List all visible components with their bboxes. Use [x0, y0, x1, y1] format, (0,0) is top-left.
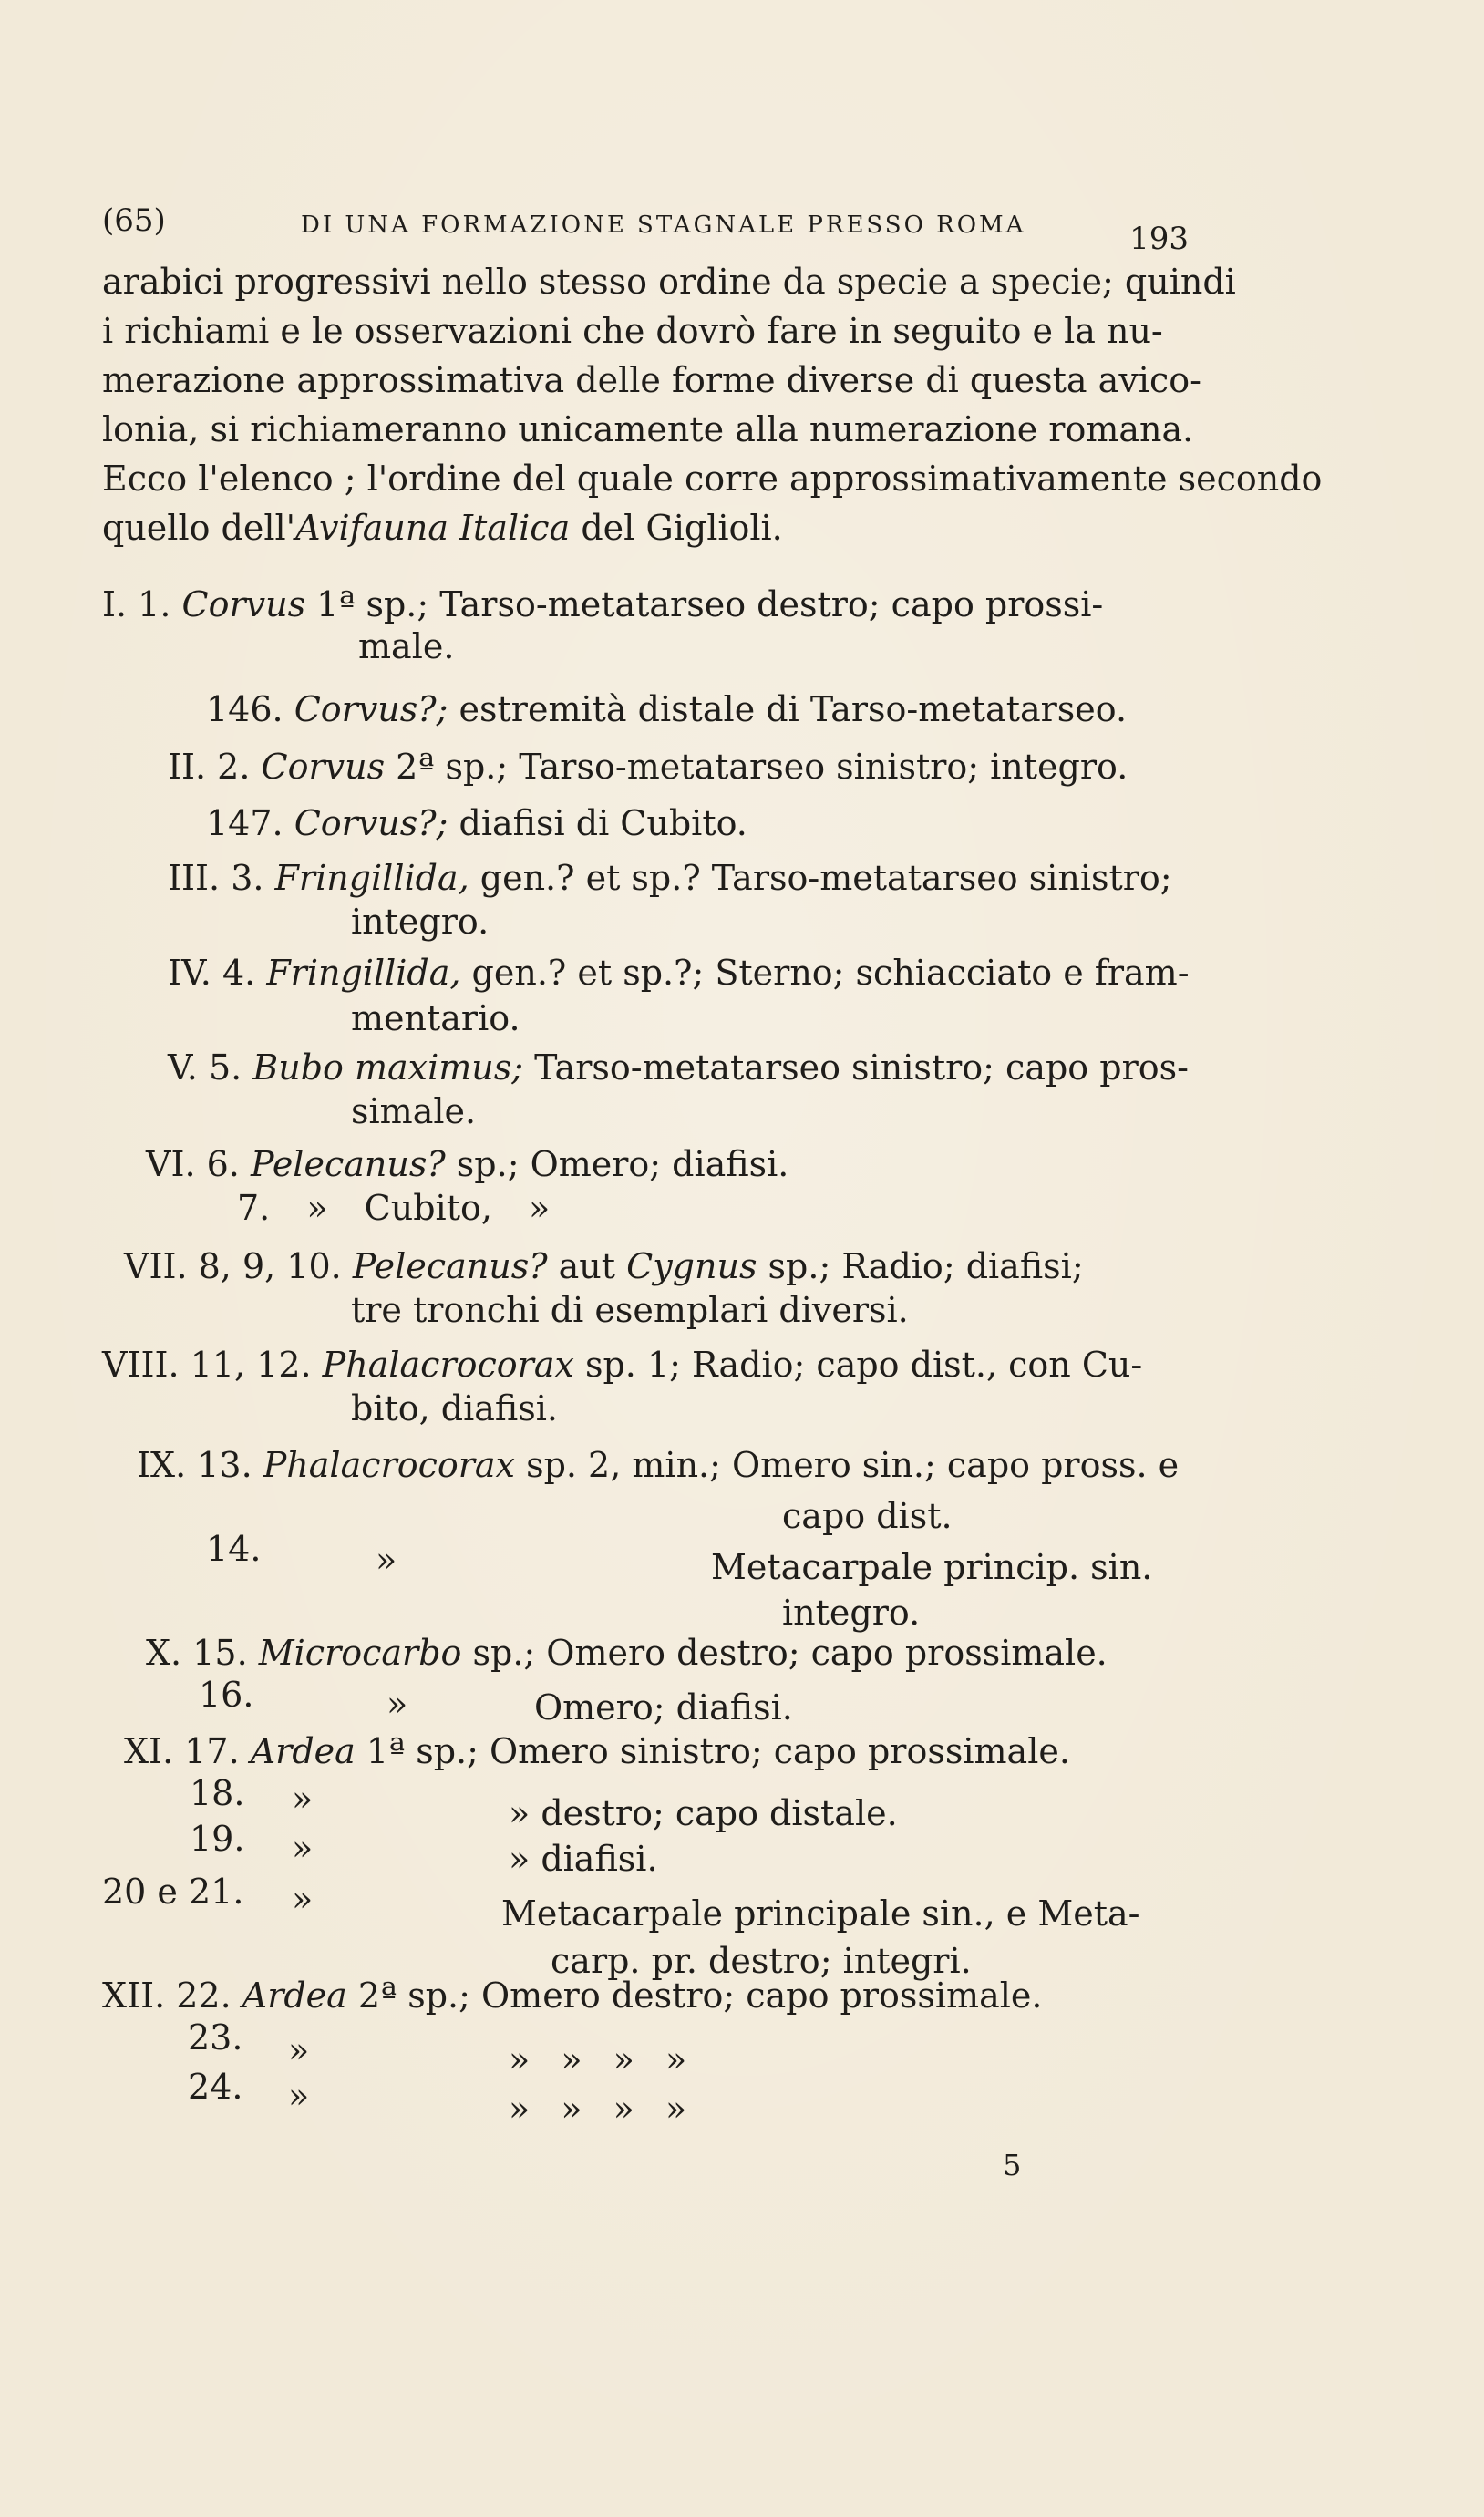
running-header [102, 202, 1189, 257]
entry-number: VII. 8, 9, 10. [124, 1246, 353, 1286]
entry-number: X. 15. [146, 1633, 259, 1673]
taxon-name: Fringillida, [266, 953, 461, 993]
entry-description: Omero; diafisi. [534, 1687, 793, 1728]
entry-description: Metacarpale principale sin., e Meta- [501, 1893, 1140, 1934]
intro-line: Ecco l'elenco ; l'ordine del quale corre approssimativamente secondo [102, 459, 1323, 499]
taxon-name: Corvus [181, 584, 306, 624]
entry-number: 14. [206, 1529, 262, 1569]
ditto-mark: » [292, 1828, 314, 1868]
entry-number: 20 e 21. [102, 1872, 244, 1912]
intro-line: lonia, si richiameranno unicamente alla numerazione romana. [102, 409, 1194, 449]
taxon-name: Phalacrocorax [263, 1445, 515, 1485]
list-item [206, 802, 747, 844]
intro-text: del Giglioli. [570, 508, 783, 548]
entry-number: V. 5. [168, 1047, 253, 1088]
entry-number: XI. 17. [124, 1731, 251, 1771]
ditto-mark: » [376, 1540, 397, 1580]
entry-description: diafisi di Cubito. [448, 803, 747, 843]
taxon-name: Corvus [261, 747, 386, 787]
list-item [168, 1047, 1189, 1088]
list-item [168, 857, 1172, 899]
list-item-continuation: carp. pr. destro; integri. [551, 1941, 972, 1981]
list-item [146, 1143, 788, 1185]
taxon-name: Phalacrocorax [322, 1345, 574, 1385]
list-item [168, 746, 1128, 788]
list-item: 7. » Cubito, » [237, 1188, 551, 1228]
entry-number: 19. [190, 1819, 245, 1859]
ditto-mark: » [288, 2076, 310, 2116]
entry-description: sp.; Omero destro; capo prossimale. [461, 1633, 1108, 1673]
ditto-marks: » » » » [509, 2089, 687, 2129]
taxon-name: Bubo maximus; [252, 1047, 524, 1088]
list-item-continuation: bito, diafisi. [351, 1388, 558, 1429]
entry-number: III. 3. [168, 858, 275, 898]
list-item-continuation: mentario. [351, 998, 520, 1038]
entry-number: 146. [206, 689, 294, 729]
intro-line-last [102, 503, 1187, 552]
entry-number: VIII. 11, 12. [102, 1345, 323, 1385]
entry-description: sp.; Omero; diafisi. [445, 1144, 789, 1184]
list-item [102, 583, 1103, 625]
intro-text: quello dell' [102, 508, 296, 548]
entry-description: 1ª sp.; Omero sinistro; capo prossimale. [355, 1731, 1070, 1771]
taxon-name: Cygnus [626, 1246, 757, 1286]
taxon-name: Ardea [242, 1975, 347, 2016]
taxon-name: Fringillida, [274, 858, 469, 898]
entry-number: 23. [188, 2017, 243, 2058]
entry-number: I. 1. [102, 584, 182, 624]
entry-description: 2ª sp.; Omero destro; capo prossimale. [346, 1975, 1043, 2016]
ditto-mark: » [292, 1879, 314, 1919]
entry-description: sp. 2, min.; Omero sin.; capo pross. e [514, 1445, 1180, 1485]
entry-description: Tarso-metatarseo sinistro; capo pros- [523, 1047, 1189, 1088]
entry-number: VI. 6. [146, 1144, 251, 1184]
list-item [168, 952, 1190, 994]
taxon-name: Pelecanus? [352, 1246, 548, 1286]
entry-description: Metacarpale princip. sin. [711, 1547, 1153, 1587]
entry-description: 1ª sp.; Tarso-metatarseo destro; capo prossi- [305, 584, 1104, 624]
ditto-mark: » [386, 1684, 408, 1724]
list-item [206, 688, 1127, 730]
entry-description: 2ª sp.; Tarso-metatarseo sinistro; integro. [385, 747, 1128, 787]
taxon-name: Ardea [250, 1731, 356, 1771]
header-title: DI UNA FORMAZIONE STAGNALE PRESSO ROMA [301, 211, 1026, 239]
intro-line: arabici progressivi nello stesso ordine da specie a specie; quindi [102, 262, 1236, 302]
signature-mark: 5 [1003, 2148, 1022, 2182]
taxon-name: Microcarbo [258, 1633, 462, 1673]
entry-number: 18. [190, 1773, 245, 1813]
entry-description: » diafisi. [509, 1839, 658, 1879]
page-number: 193 [1129, 221, 1189, 257]
entry-description: sp. 1; Radio; capo dist., con Cu- [573, 1345, 1143, 1385]
entry-description: sp.; Radio; diafisi; [757, 1246, 1084, 1286]
taxon-name: Corvus?; [294, 803, 448, 843]
intro-paragraph [102, 257, 1323, 552]
entry-number: XII. 22. [102, 1975, 242, 2016]
entry-number: 24. [188, 2067, 243, 2107]
entry-description: gen.? et sp.? Tarso-metatarseo sinistro; [469, 858, 1172, 898]
entry-description: gen.? et sp.?; Sterno; schiacciato e fram- [460, 953, 1190, 993]
entry-number: 147. [206, 803, 294, 843]
header-section-number: (65) [102, 202, 166, 239]
ditto-marks: » » » » [509, 2039, 687, 2079]
list-item-continuation: simale. [351, 1091, 477, 1131]
taxon-name: Corvus?; [294, 689, 448, 729]
list-item-continuation: tre tronchi di esemplari diversi. [351, 1290, 909, 1330]
intro-line: merazione approssimativa delle forme diverse di questa avico- [102, 360, 1201, 400]
list-item-continuation: integro. [782, 1593, 921, 1633]
list-item [124, 1245, 1084, 1287]
list-item [137, 1444, 1179, 1486]
list-item-continuation: integro. [351, 902, 490, 942]
list-item-continuation: capo dist. [782, 1496, 953, 1536]
list-item [102, 1975, 1042, 2017]
list-item [146, 1632, 1108, 1674]
entry-number: IV. 4. [168, 953, 267, 993]
list-item [124, 1730, 1070, 1772]
entry-description: » destro; capo distale. [509, 1793, 898, 1833]
entry-text: aut [547, 1246, 627, 1286]
intro-line: i richiami e le osservazioni che dovrò fare in seguito e la nu- [102, 311, 1163, 351]
intro-italic-title: Avifauna Italica [295, 508, 571, 548]
ditto-mark: » [292, 1779, 314, 1819]
list-item-continuation: male. [358, 626, 455, 666]
list-item [102, 1344, 1142, 1386]
taxon-name: Pelecanus? [250, 1144, 446, 1184]
ditto-mark: » [288, 2030, 310, 2070]
entry-number: IX. 13. [137, 1445, 263, 1485]
entry-description: estremità distale di Tarso-metatarseo. [448, 689, 1128, 729]
entry-number: II. 2. [168, 747, 262, 787]
entry-number: 16. [199, 1675, 254, 1715]
